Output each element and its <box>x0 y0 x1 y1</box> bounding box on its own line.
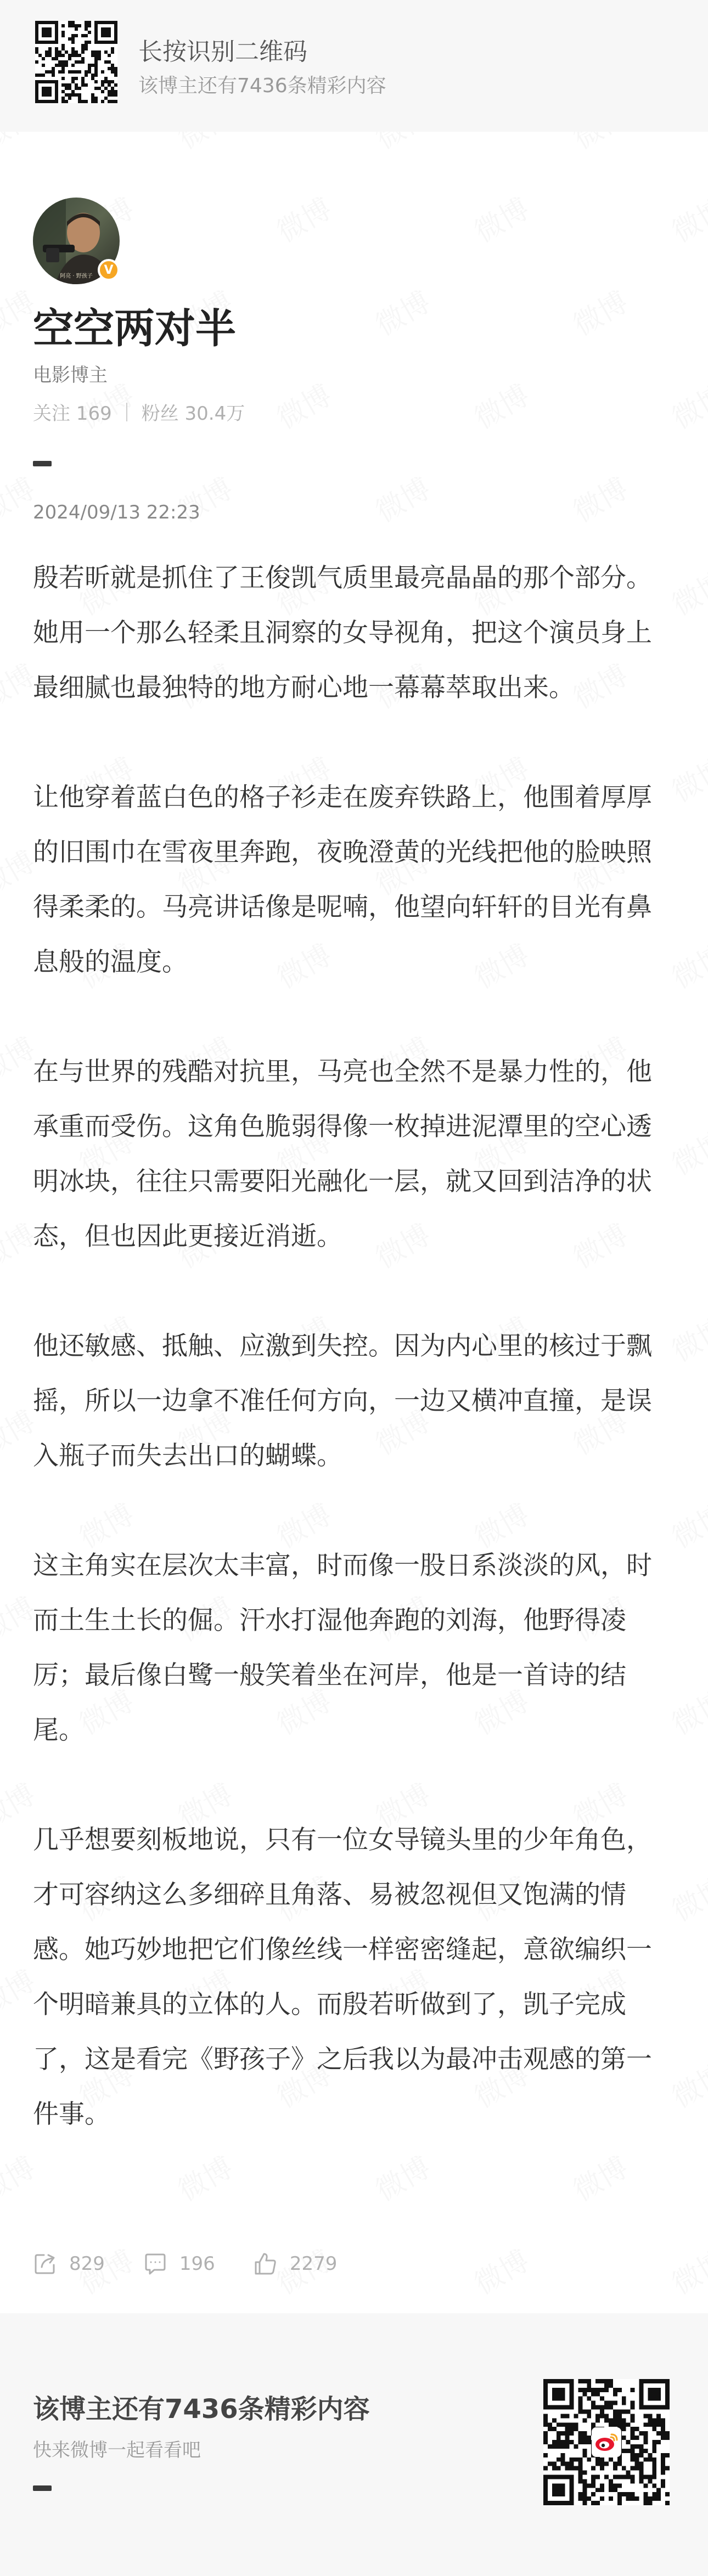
watermark-text <box>268 186 338 250</box>
watermark-text <box>663 373 708 437</box>
weibo-logo-icon <box>592 2427 621 2457</box>
post-paragraph: 他还敏感、抵触、应激到失控。因为内心里的核过于飘摇，所以一边拿不准任何方向，一边又横冲直撞，是误入瓶子而失去出口的蝴蝶。 <box>33 1331 652 1471</box>
comment-count: 196 <box>179 2253 215 2275</box>
top-qr-banner <box>0 0 708 132</box>
blogger-role: 电影博主 <box>33 364 108 386</box>
blogger-name[interactable]: 空空两对半 <box>33 305 236 352</box>
watermark-text <box>663 2238 708 2302</box>
post-paragraph: 几乎想要刻板地说，只有一位女导镜头里的少年角色，才可容纳这么多细碎且角落、易被忽视但又饱满的情感。她巧妙地把它们像丝线一样密密缝起，意欲编织一个明暗兼具的立体的人。而殷若昕做到了，凯子完成了，这是看完《野孩子》之后我以为最冲击观感的第一件事。 <box>33 1825 652 2129</box>
post-body <box>33 551 675 2197</box>
watermark-text <box>465 373 536 437</box>
avatar[interactable] <box>33 198 120 284</box>
stat-divider <box>126 403 127 421</box>
post-paragraph: 这主角实在层次太丰富，时而像一股日系淡淡的风，时而土生土长的倔。汗水打湿他奔跑的刘海，他野得凌厉；最后像白鹭一般笑着坐在河岸，他是一首诗的结尾。 <box>33 1551 652 1745</box>
watermark-text <box>465 186 536 250</box>
action-bar <box>33 2247 375 2280</box>
footer-divider <box>33 2485 52 2491</box>
footer-banner <box>0 2313 708 2576</box>
following-count[interactable]: 关注 169 <box>33 403 112 425</box>
banner-title: 长按识别二维码 <box>138 38 307 66</box>
post-paragraph: 殷若昕就是抓住了王俊凯气质里最亮晶晶的那个部分。她用一个那么轻柔且洞察的女导视角，把这个演员身上最细腻也最独特的地方耐心地一幕幕萃取出来。 <box>33 563 652 703</box>
section-divider <box>33 461 52 466</box>
follow-stats <box>33 398 245 425</box>
repost-button[interactable] <box>33 2252 105 2276</box>
watermark-text <box>564 279 634 343</box>
footer-qr-code-icon[interactable] <box>543 2379 670 2505</box>
comment-icon <box>143 2252 167 2276</box>
banner-subtitle: 该博主还有7436条精彩内容 <box>138 75 386 97</box>
svg-text:阿亮 · 野孩子: 阿亮 · 野孩子 <box>60 273 93 279</box>
post-paragraph: 在与世界的残酷对抗里，马亮也全然不是暴力性的，他承重而受伤。这角色脆弱得像一枚掉进泥潭里的空心透明冰块，往往只需要阳光融化一层，就又回到洁净的状态，但也因此更接近消逝。 <box>33 1057 652 1252</box>
footer-title: 该博主还有7436条精彩内容 <box>33 2394 370 2425</box>
repost-icon <box>33 2252 57 2276</box>
like-icon <box>254 2252 278 2276</box>
verified-badge-icon: V <box>98 259 120 281</box>
watermark-text <box>367 466 437 530</box>
watermark-text <box>663 186 708 250</box>
post-paragraph: 让他穿着蓝白色的格子衫走在废弃铁路上，他围着厚厚的旧围巾在雪夜里奔跑，夜晚澄黄的光线把他的脸映照得柔柔的。马亮讲话像是呢喃，他望向轩轩的目光有鼻息般的温度。 <box>33 782 652 977</box>
like-button[interactable] <box>254 2252 338 2276</box>
comment-button[interactable] <box>143 2252 215 2276</box>
repost-count: 829 <box>69 2253 105 2275</box>
qr-code-icon[interactable] <box>35 21 117 103</box>
footer-subtitle: 快来微博一起看看吧 <box>33 2439 201 2461</box>
watermark-text <box>268 373 338 437</box>
followers-count[interactable]: 粉丝 30.4万 <box>141 403 245 425</box>
watermark-text <box>465 2238 536 2302</box>
watermark-text <box>564 466 634 530</box>
watermark-text <box>367 279 437 343</box>
post-date: 2024/09/13 22:23 <box>33 501 200 523</box>
like-count: 2279 <box>289 2253 338 2275</box>
